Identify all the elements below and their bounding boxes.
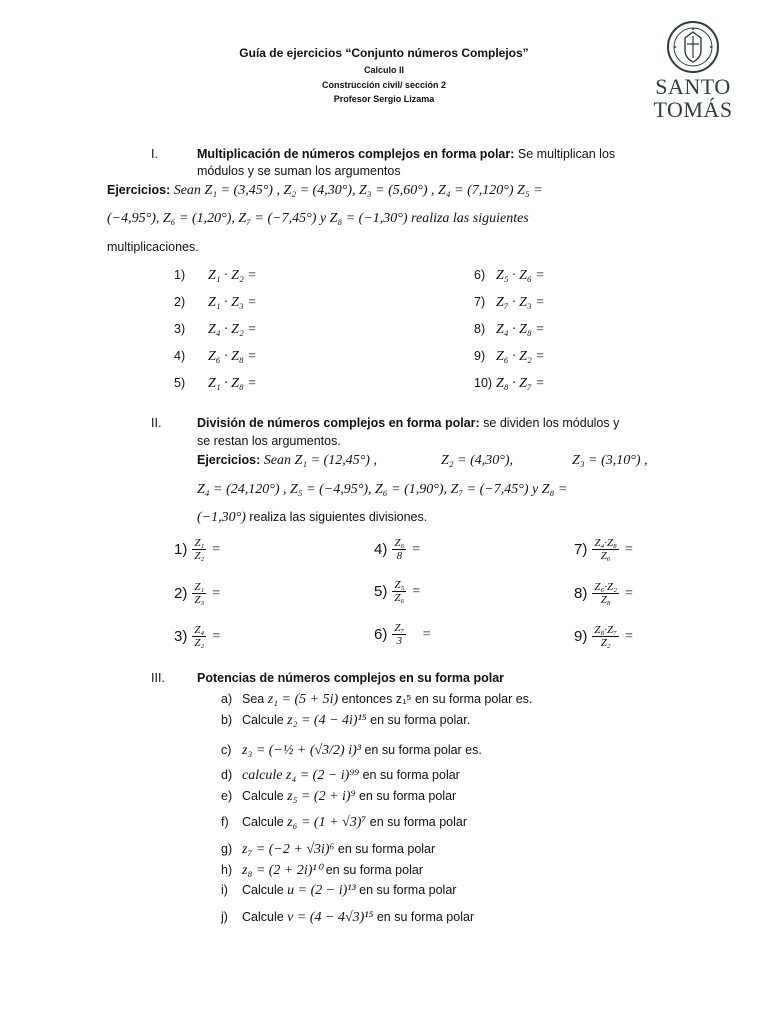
section-1-definitions-2: (−4,95°), Z₆ = (1,20°), Z₇ = (−7,45°) y Z₈ = (−1,30°) realiza las siguientes [107, 211, 529, 226]
course-name: Calculo II [363, 65, 404, 75]
division-item: 5) $\frac{\text{Z₅}}{\text{Z₆}}$ = [374, 579, 421, 604]
section-2-heading [197, 416, 619, 430]
power-item: a) Sea z₁ = (5 + 5i) entonces z₁⁵ en su forma polar es. [221, 692, 533, 707]
logo-text-santo: SANTO [655, 74, 731, 99]
list-item: 4) Z₆ · Z₈ = [174, 349, 257, 364]
division-item: 7) $\frac{\text{Z₄·Z₈}}{\text{Z₆}}$ = [574, 537, 633, 562]
list-item: 9) Z₆ · Z₂ = [474, 349, 545, 364]
division-item: 8) $\frac{\text{Z₆·Z₂}}{\text{Z₈}}$ = [574, 581, 633, 606]
section-2-numeral: II. [151, 416, 162, 430]
power-item: d) calcule z₄ = (2 − i)⁹⁹ en su forma polar [221, 768, 460, 783]
power-item: j) Calcule v = (4 − 4√3)¹⁵ en su forma polar [221, 910, 475, 925]
section-1-numeral: I. [151, 147, 158, 161]
division-item: 3) $\frac{\text{Z₄}}{\text{Z₂}}$ = [174, 624, 221, 649]
list-item: 7) Z₇ · Z₃ = [474, 295, 545, 310]
exercises-label: Ejercicios: [197, 453, 261, 467]
exercises-label: Ejercicios: [107, 183, 171, 197]
section-1-heading [197, 147, 661, 161]
section-2-definitions-2: Z₄ = (24,120°) , Z₅ = (−4,95°), Z₆ = (1,90°), Z₇ = (−7,45°) y Z₈ = [197, 482, 568, 497]
division-item: 1) $\frac{\text{Z₁}}{\text{Z₂}}$ = [174, 537, 221, 562]
list-item: 8) Z₄ · Z₈ = [474, 322, 545, 337]
section-1-exercises-line-1 [107, 183, 543, 199]
power-item: i) Calcule u = (2 − i)¹³ en su forma polar [221, 883, 457, 898]
division-item: 4) $\frac{\text{Z₆}}{8}$ = [374, 537, 421, 562]
section-1-desc-1: Se multiplican los [514, 147, 616, 161]
section-1-left-list [174, 268, 257, 403]
section-1-right-list [474, 268, 545, 403]
section-1-title: Multiplicación de números complejos en forma polar: [197, 147, 515, 161]
section-1-definitions-1: Sean Z₁ = (3,45°) , Z₂ = (4,30°), Z₃ = (5,60°) , Z₄ = (7,120°) Z₅ = [173, 183, 543, 198]
list-item: 6) Z₅ · Z₆ = [474, 268, 545, 283]
professor-name: Profesor Sergio Lizama [333, 94, 435, 104]
power-item: h) z₈ = (2 + 2i)¹⁰ en su forma polar [221, 863, 423, 878]
section-2-desc-1: se dividen los módulos y [479, 416, 620, 430]
logo-text-tomas: TOMÁS [653, 97, 733, 122]
division-item: 2) $\frac{\text{Z₁}}{\text{Z₃}}$ = [174, 581, 221, 606]
list-item: 1) Z₁ · Z₂ = [174, 268, 257, 283]
section-2-exercises-line-1: Ejercicios: Sean Z₁ = (12,45°) , [197, 453, 377, 468]
section-2-title: División de números complejos en forma polar: [197, 416, 480, 430]
power-item: c) z₃ = (−½ + (√3/2) i)³ en su forma polar es. [221, 743, 482, 758]
section-3-numeral: III. [151, 671, 165, 685]
list-item: 5) Z₁ · Z₈ = [174, 376, 257, 391]
list-item: 2) Z₁ · Z₃ = [174, 295, 257, 310]
document-title: Guía de ejercicios “Conjunto números Complejos” [239, 46, 529, 60]
section-2-desc-2: se restan los argumentos. [197, 434, 341, 448]
power-item: f) Calcule z₆ = (1 + √3)⁷ en su forma polar [221, 815, 468, 830]
power-item: g) z₇ = (−2 + √3i)⁶ en su forma polar [221, 842, 436, 857]
section-2-definitions-3: (−1,30°) realiza las siguientes divisiones. [197, 510, 428, 525]
list-item: 10) Z₈ · Z₇ = [474, 376, 545, 391]
division-item: 6) $\frac{\text{Z₇}}{3}$ = [374, 622, 431, 647]
power-item: e) Calcule z₅ = (2 + i)⁹ en su forma polar [221, 789, 457, 804]
section-1-desc-2: módulos y se suman los argumentos [197, 164, 401, 178]
section-1-definitions-3: multiplicaciones. [107, 240, 199, 254]
division-item: 9) $\frac{\text{Z₈·Z₇}}{\text{Z₂}}$ = [574, 624, 633, 649]
power-item: b) Calcule z₂ = (4 − 4i)¹⁵ en su forma polar. [221, 713, 471, 728]
section-3-heading: Potencias de números complejos en su forma polar [197, 671, 505, 685]
section-2-z3-def: Z₃ = (3,10°) , [572, 453, 648, 468]
university-seal-icon [666, 20, 720, 74]
list-item: 3) Z₄ · Z₂ = [174, 322, 257, 337]
career-section: Construcción civil/ sección 2 [321, 80, 447, 90]
section-2-z2-def: Z₂ = (4,30°), [441, 453, 514, 468]
